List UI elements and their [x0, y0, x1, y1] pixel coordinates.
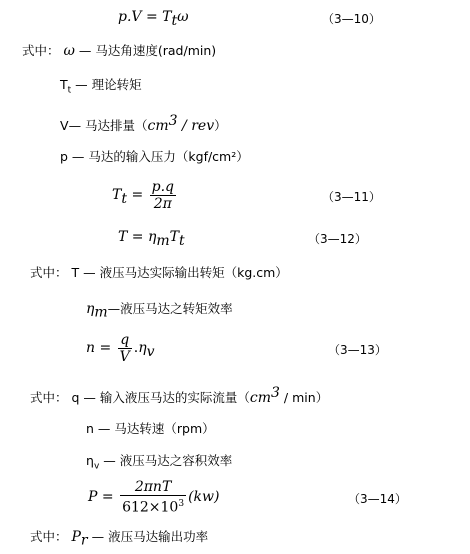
q-close: ） — [315, 390, 329, 406]
where-q-line — [30, 384, 328, 407]
equation-3-10 — [118, 8, 189, 30]
equation-number-3-11: （3—11） — [322, 190, 381, 204]
eq-3-13-lhs: n — [86, 340, 96, 356]
eq-3-14-lhs: P — [88, 489, 98, 505]
where-prefix-1: 式中： — [22, 43, 60, 58]
eq-3-11-denominator: 2π — [153, 195, 172, 212]
eq-3-14-equals: = — [101, 489, 114, 505]
q-symbol: q — [71, 390, 80, 406]
q-unit: cm — [249, 390, 272, 407]
eq-3-13-denominator: V — [119, 348, 130, 365]
where-pr-line — [30, 528, 208, 550]
eq-3-12-equals: = — [131, 229, 144, 245]
v-description: — 马达排量（ — [68, 118, 148, 134]
eq-3-14-denominator — [120, 496, 186, 516]
p-symbol: p — [60, 149, 68, 164]
q-unit-sup: 3 — [271, 385, 280, 401]
eq-3-10-lhs: p.V — [118, 9, 142, 25]
eq-3-10-equals: = — [145, 9, 158, 25]
eq-3-12-eta-sub: m — [156, 232, 170, 249]
where-eta-m-line — [86, 300, 233, 322]
where-n-line — [86, 420, 215, 438]
pr-symbol: P — [71, 529, 81, 545]
n-description: — 马达转速（rpm） — [97, 421, 215, 436]
eq-3-11-equals: = — [131, 187, 144, 203]
v-close: ） — [214, 118, 227, 134]
v-unit: cm — [147, 118, 169, 135]
eta-m-subscript: m — [94, 304, 108, 321]
eq-3-12-tail: T — [169, 229, 179, 245]
eq-3-12-lhs: T — [118, 229, 128, 245]
eq-3-13-numerator: q — [118, 332, 132, 349]
equation-number-3-12: （3—12） — [308, 232, 367, 246]
equation-3-13 — [86, 330, 155, 370]
eq-3-10-rhs-var: T — [162, 9, 172, 25]
eq-3-11-fraction — [150, 179, 176, 212]
equation-3-14 — [88, 478, 219, 516]
where-prefix-2: 式中： — [30, 265, 68, 280]
eta-v-description: — 液压马达之容积效率 — [103, 453, 233, 468]
equation-number-3-10: （3—10） — [322, 12, 381, 26]
omega-description: — 马达角速度(rad/min) — [78, 43, 217, 58]
eq-3-10-rhs-sub: t — [171, 12, 178, 29]
where-prefix-4: 式中： — [30, 529, 68, 544]
eq-3-13-fraction — [118, 332, 132, 365]
eta-m-description: —液压马达之转矩效率 — [107, 301, 233, 316]
eq-3-11-lhs-sub: t — [121, 190, 127, 207]
p-description: — 马达的输入压力（kgf/cm²） — [71, 149, 249, 164]
eta-v-symbol: η — [86, 453, 94, 468]
eq-3-14-numerator: 2πnT — [120, 479, 186, 496]
where-v-line — [60, 112, 227, 135]
v-unit-tail: / rev — [177, 118, 215, 135]
v-symbol: V — [60, 118, 69, 134]
eta-v-subscript: v — [93, 461, 100, 472]
where-p-line — [60, 148, 249, 166]
where-eta-v-line — [86, 452, 232, 476]
eq-3-14-den-sup: 3 — [178, 498, 185, 509]
eq-3-14-unit: (kw) — [188, 489, 220, 505]
eq-3-14-den-base: 612×10 — [122, 499, 179, 516]
pr-description: — 液压马达输出功率 — [91, 529, 209, 544]
where-prefix-3: 式中： — [30, 390, 68, 406]
eq-3-13-equals: = — [99, 340, 112, 356]
equation-3-11 — [112, 178, 178, 216]
t-symbol: T — [71, 265, 80, 280]
equation-3-12 — [118, 228, 185, 250]
v-unit-sup: 3 — [168, 113, 178, 129]
omega-symbol: ω — [63, 43, 75, 59]
tt-description: — 理论转矩 — [75, 77, 142, 92]
equation-number-3-13: （3—13） — [328, 343, 387, 357]
eq-3-13-dot: . — [133, 340, 139, 356]
eq-3-12-eta: η — [147, 229, 157, 245]
equation-number-3-14: （3—14） — [348, 492, 407, 506]
q-description: — 输入液压马达的实际流量（ — [83, 390, 250, 406]
eq-3-14-fraction — [120, 479, 186, 516]
where-tt-line — [60, 76, 142, 100]
eq-3-13-eta: η — [138, 340, 147, 356]
eq-3-12-tail-sub: t — [179, 232, 185, 249]
t-description: — 液压马达实际输出转矩（kg.cm） — [83, 265, 288, 280]
pr-subscript: r — [80, 532, 88, 549]
eq-3-11-numerator: p.q — [151, 178, 174, 195]
tt-symbol: T — [60, 77, 68, 92]
eq-3-11-lhs: T — [112, 187, 122, 203]
where-omega-line — [22, 42, 216, 60]
eta-m-symbol: η — [86, 301, 95, 317]
eq-3-13-eta-sub: v — [146, 343, 155, 360]
n-symbol: n — [86, 421, 94, 436]
eq-3-10-rhs-tail: ω — [177, 9, 189, 25]
q-unit-tail: / min — [279, 390, 316, 406]
tt-subscript: t — [67, 85, 72, 96]
where-t-line — [30, 264, 288, 282]
